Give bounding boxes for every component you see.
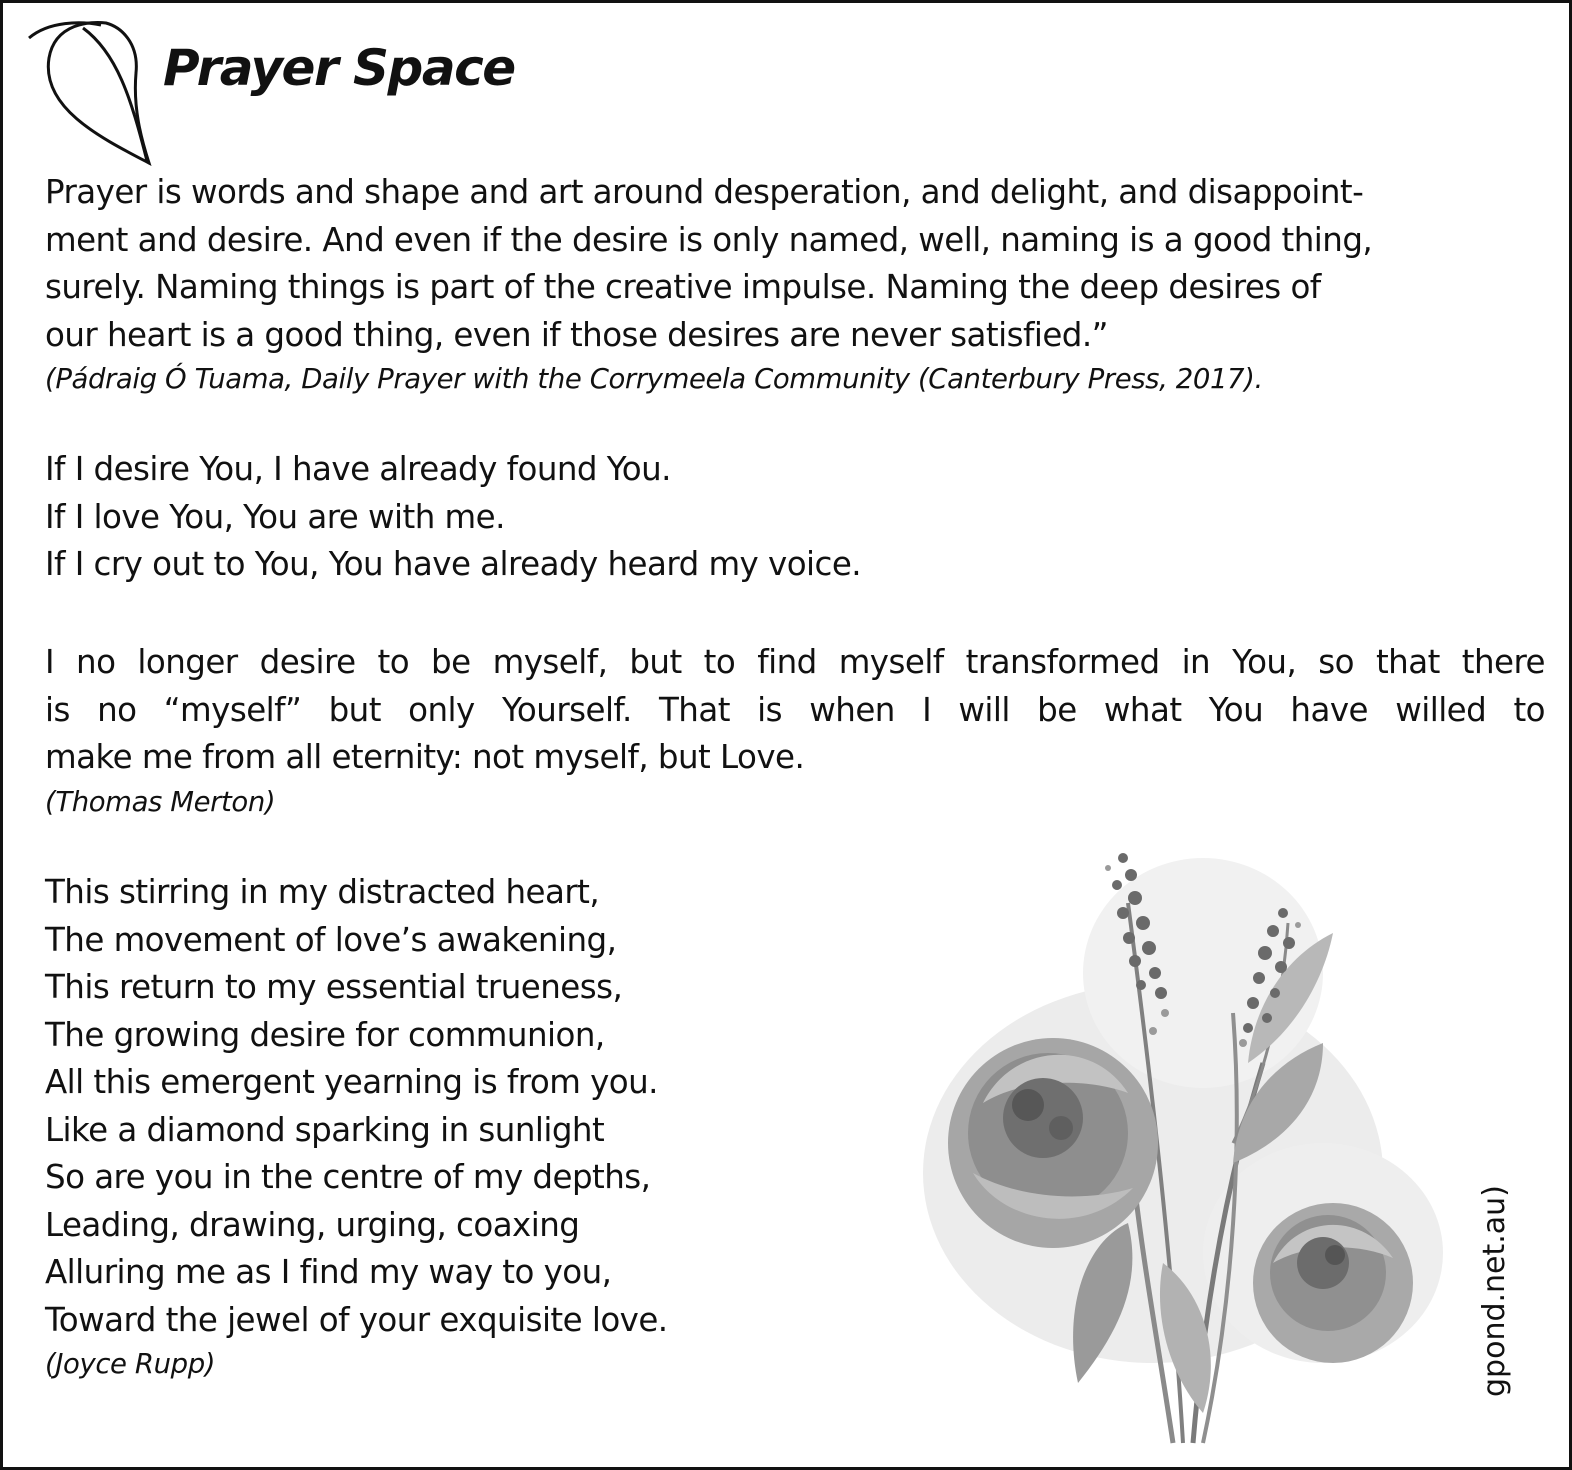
- citation: (Thomas Merton): [45, 785, 276, 818]
- poem-line: The movement of love’s awakening,: [45, 920, 617, 959]
- citation: (Joyce Rupp): [45, 1348, 216, 1380]
- poem-line: Leading, drawing, urging, coaxing: [45, 1205, 580, 1244]
- poem-line: Alluring me as I find my way to you,: [45, 1253, 612, 1291]
- text-line: ment and desire. And even if the desire is only named, well, naming is a good thing,: [45, 220, 1373, 259]
- poem-line: Like a diamond sparking in sunlight: [45, 1110, 605, 1149]
- text-line: is no “myself” but only Yourself. That is when I will be what You have willed to: [45, 690, 1545, 729]
- short-prayer: [45, 446, 1545, 589]
- text-line: make me from all eternity: not myself, but Love.: [45, 738, 805, 776]
- poem-line: Toward the jewel of your exquisite love.: [45, 1300, 668, 1339]
- text-line: our heart is a good thing, even if those desires are never satisfied.”: [45, 315, 1108, 354]
- text-line: If I cry out to You, You have already heard my voice.: [45, 545, 862, 583]
- poem-line: The growing desire for communion,: [45, 1015, 605, 1054]
- text-line: I no longer desire to be myself, but to find myself transformed in You, so that there: [45, 643, 1545, 681]
- poem-line: All this emergent yearning is from you.: [45, 1063, 658, 1101]
- image-credit: gpond.net.au): [1477, 1185, 1512, 1397]
- text-line: If I desire You, I have already found You.: [45, 450, 671, 488]
- text-line: Prayer is words and shape and art around desperation, and delight, and disappoint-: [45, 173, 1364, 211]
- leaf-icon: [21, 13, 161, 168]
- citation: (Pádraig Ó Tuama, Daily Prayer with the Corrymeela Community (Canterbury Press, 2017).: [45, 363, 1263, 395]
- reflection-paragraph: [45, 169, 1545, 399]
- flower-bouquet-illustration: [903, 843, 1463, 1453]
- poem-line: So are you in the centre of my depths,: [45, 1158, 651, 1196]
- poem-line: This stirring in my distracted heart,: [45, 873, 600, 911]
- merton-quote: [45, 639, 1545, 822]
- text-line: If I love You, You are with me.: [45, 497, 505, 536]
- text-line: surely. Naming things is part of the creative impulse. Naming the deep desires of: [45, 268, 1321, 306]
- page-title: Prayer Space: [163, 39, 515, 97]
- poem-line: This return to my essential trueness,: [45, 968, 623, 1006]
